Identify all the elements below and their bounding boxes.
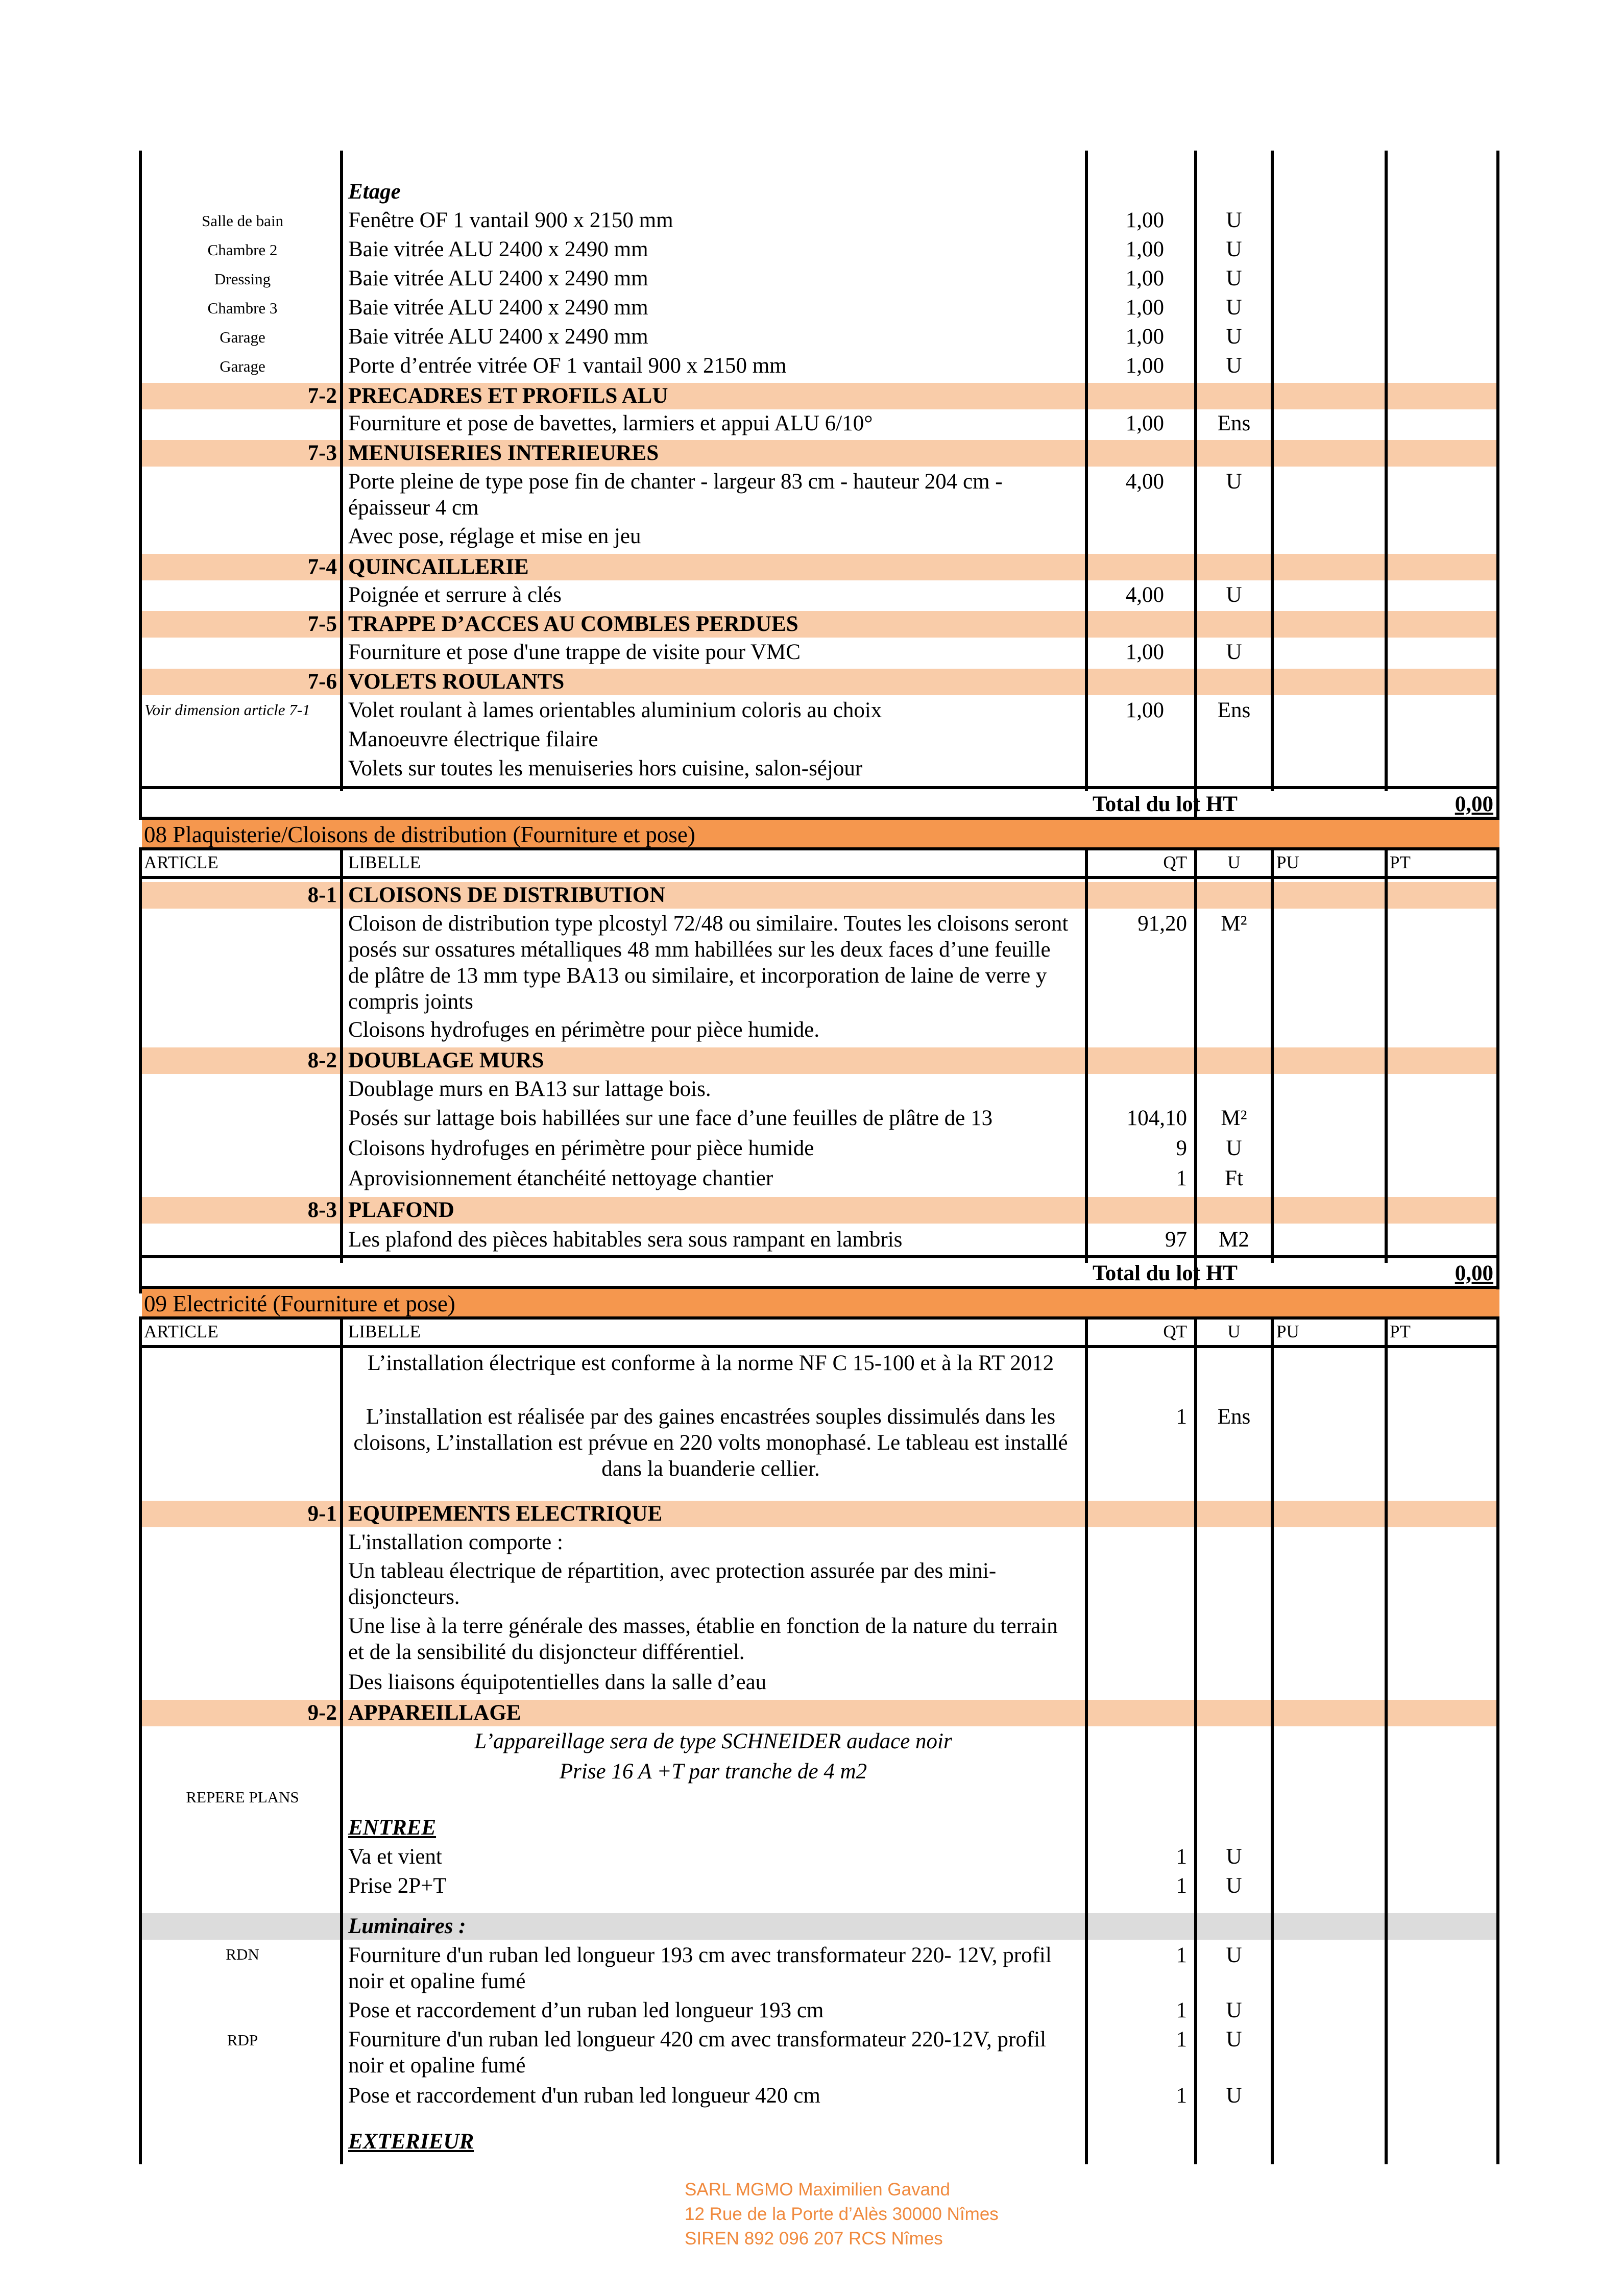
header-qt: QT (1163, 852, 1187, 872)
row-qt: 1,00 (1125, 296, 1164, 320)
row-libelle: Des liaisons équipotentielles dans la salle d’eau (348, 1670, 767, 1694)
row-qt: 97 (1165, 1228, 1187, 1252)
row-unit: U (1226, 583, 1242, 607)
header-unit: U (1227, 852, 1241, 872)
section-number: 7-5 (307, 612, 337, 636)
grid-col-u (1271, 151, 1274, 791)
section-number: 8-2 (307, 1048, 337, 1072)
grid-col-libelle (1085, 151, 1088, 791)
row-libelle: Fourniture d'un ruban led longueur 420 cm avec transformateur 220-12V, profil noir et opaline fumé (348, 2028, 1047, 2078)
section-band-8-3 (142, 1197, 1499, 1224)
section-band-7-6 (142, 669, 1499, 695)
grid-right-border (1496, 151, 1499, 819)
row-unit: U (1226, 296, 1242, 320)
row-libelle: Volet roulant à lames orientables aluminium coloris au choix (348, 698, 882, 722)
header-article: ARTICLE (144, 852, 219, 872)
lot-total-value: 0,00 (1455, 1261, 1493, 1285)
row-unit: U (1226, 1136, 1242, 1160)
row-libelle: Prise 2P+T (348, 1874, 447, 1898)
row-libelle: Fourniture d'un ruban led longueur 193 cm avec transformateur 220- 12V, profil noir et opaline fumé (348, 1943, 1052, 1993)
row-libelle: Baie vitrée ALU 2400 x 2490 mm (348, 237, 648, 261)
row-unit: Ens (1217, 698, 1251, 722)
repere-plans-label: REPERE PLANS (186, 1788, 299, 1806)
grid-col-article (340, 850, 343, 1263)
section-number: 9-1 (307, 1502, 337, 1526)
grid-col-libelle (1085, 1320, 1088, 2164)
section-number: 7-6 (307, 670, 337, 694)
row-libelle: Pose et raccordement d'un ruban led longueur 420 cm (348, 2084, 820, 2108)
grid-left-border (139, 151, 142, 819)
footer-address: 12 Rue de la Porte d’Alès 30000 Nîmes (685, 2204, 999, 2224)
section-title: PRECADRES ET PROFILS ALU (348, 384, 668, 408)
section-band-7-2 (142, 383, 1499, 409)
row-libelle: Un tableau électrique de répartition, avec protection assurée par des mini-disjoncteurs. (348, 1559, 997, 1609)
row-libelle: Fourniture et pose d'une trappe de visite pour VMC (348, 640, 801, 664)
header-pt: PT (1390, 1322, 1411, 1341)
section-title: VOLETS ROULANTS (348, 670, 565, 694)
grid-col-article (340, 151, 343, 791)
row-unit: U (1226, 470, 1242, 494)
row-unit: M² (1221, 1106, 1247, 1130)
row-unit: M² (1221, 912, 1247, 936)
repere-label: RDN (226, 1945, 259, 1963)
row-libelle: Fenêtre OF 1 vantail 900 x 2150 mm (348, 208, 673, 232)
row-qt: 104,10 (1126, 1106, 1187, 1130)
row-libelle: Fourniture et pose de bavettes, larmiers et appui ALU 6/10° (348, 411, 873, 435)
row-qt: 1 (1176, 1943, 1187, 1967)
row-qt: 1,00 (1125, 640, 1164, 664)
grid-left-border (139, 1320, 142, 2164)
row-unit: U (1226, 325, 1242, 349)
row-unit: U (1226, 1845, 1242, 1869)
rule (139, 847, 1499, 850)
section-number: 8-1 (307, 883, 337, 907)
rule (139, 817, 1499, 820)
section-title: CLOISONS DE DISTRIBUTION (348, 883, 666, 907)
row-libelle: Va et vient (348, 1845, 442, 1869)
appareillage-note: Prise 16 A +T par tranche de 4 m2 (559, 1760, 867, 1784)
row-unit: U (1226, 237, 1242, 261)
intro-text: L’installation est réalisée par des gaines encastrées souples dissimulés dans les cloisons, L’installation est prévue en 220 volts monophasé. Le tableau est installé dans la buanderie cellier. (353, 1405, 1068, 1481)
section-number: 9-2 (307, 1701, 337, 1725)
row-unit: U (1226, 2084, 1242, 2108)
rule (139, 1286, 1499, 1289)
appareillage-note: L’appareillage sera de type SCHNEIDER audace noir (474, 1729, 952, 1753)
section-band-7-5 (142, 611, 1499, 638)
grid-col-pu (1385, 850, 1388, 1263)
row-qt: 1,00 (1125, 411, 1164, 435)
row-qt: 1,00 (1125, 266, 1164, 290)
intro-text: L’installation électrique est conforme à la norme NF C 15-100 et à la RT 2012 (367, 1351, 1054, 1375)
luminaires-heading: Luminaires : (348, 1914, 466, 1938)
room-label: Dressing (214, 270, 271, 288)
row-qt: 9 (1176, 1136, 1187, 1160)
section-title: DOUBLAGE MURS (348, 1048, 544, 1072)
grid-col-libelle (1085, 850, 1088, 1263)
row-libelle: Une lise à la terre générale des masses, établie en fonction de la nature du terrain et de la sensibilité du disjoncteur différentiel. (348, 1614, 1058, 1664)
row-qt: 1 (1176, 1845, 1187, 1869)
row-unit: U (1226, 1998, 1242, 2022)
row-libelle: Poignée et serrure à clés (348, 583, 562, 607)
grid-col-pu (1385, 151, 1388, 791)
section-band-7-4 (142, 554, 1499, 580)
row-libelle: Baie vitrée ALU 2400 x 2490 mm (348, 266, 648, 290)
row-libelle: Cloison de distribution type plcostyl 72/48 ou similaire. Toutes les cloisons seront posés sur ossatures métalliques 48 mm habillées sur les deux faces d’une feuille de plâtre de 13 mm type BA13 ou similaire, et incorporation de laine de verre y compris joints (348, 912, 1069, 1014)
row-qt: 1,00 (1125, 354, 1164, 378)
lot-title: 09 Electricité (Fourniture et pose) (144, 1291, 455, 1316)
row-libelle: Cloisons hydrofuges en périmètre pour pièce humide. (348, 1018, 820, 1042)
row-libelle: Avec pose, réglage et mise en jeu (348, 524, 641, 548)
row-qt: 1 (1176, 1998, 1187, 2022)
section-band-7-3 (142, 440, 1499, 467)
section-title: QUINCAILLERIE (348, 555, 529, 579)
room-label: Chambre 3 (207, 299, 278, 317)
row-libelle: Cloisons hydrofuges en périmètre pour pièce humide (348, 1136, 814, 1160)
section-title: MENUISERIES INTERIEURES (348, 441, 659, 465)
row-unit: M2 (1219, 1228, 1249, 1252)
row-unit: U (1226, 2028, 1242, 2051)
row-unit: Ens (1217, 1405, 1251, 1429)
section-band-8-1 (142, 882, 1499, 909)
row-libelle: Manoeuvre électrique filaire (348, 727, 598, 751)
grid-col-pu (1385, 1320, 1388, 2164)
header-pu: PU (1276, 1322, 1299, 1341)
row-qt: 1 (1176, 1874, 1187, 1898)
row-qt: 1,00 (1125, 325, 1164, 349)
room-label: Garage (220, 357, 265, 375)
row-libelle: Porte d’entrée vitrée OF 1 vantail 900 x 2150 mm (348, 354, 787, 378)
row-qt: 1 (1176, 2028, 1187, 2051)
section-number: 7-4 (307, 555, 337, 579)
lot-total-label: Total du lot HT (1093, 1261, 1238, 1285)
rule (139, 786, 1499, 789)
grid-right-border (1496, 850, 1499, 1289)
row-unit: U (1226, 640, 1242, 664)
row-unit: Ft (1225, 1166, 1243, 1190)
row-libelle: Volets sur toutes les menuiseries hors cuisine, salon-séjour (348, 756, 863, 780)
exterieur-heading: EXTERIEUR (348, 2130, 474, 2154)
rule (139, 1255, 1499, 1258)
section-number: 7-3 (307, 441, 337, 465)
section-title: PLAFOND (348, 1198, 454, 1222)
row-unit: U (1226, 208, 1242, 232)
section-title: EQUIPEMENTS ELECTRIQUE (348, 1502, 663, 1526)
section-band-9-1 (142, 1501, 1499, 1527)
repere-label: RDP (227, 2031, 258, 2049)
lot-total-value: 0,00 (1455, 792, 1493, 816)
row-libelle: Doublage murs en BA13 sur lattage bois. (348, 1077, 711, 1101)
lot-title: 08 Plaquisterie/Cloisons de distribution (Fourniture et pose) (144, 822, 695, 847)
lot-total-label: Total du lot HT (1093, 792, 1238, 816)
section-title: TRAPPE D’ACCES AU COMBLES PERDUES (348, 612, 798, 636)
row-qt: 91,20 (1137, 912, 1187, 936)
article-note: Voir dimension article 7-1 (144, 701, 310, 719)
row-qt: 1 (1176, 1405, 1187, 1429)
row-libelle: Les plafond des pièces habitables sera sous rampant en lambris (348, 1228, 903, 1252)
row-libelle: Aprovisionnement étanchéité nettoyage chantier (348, 1166, 773, 1190)
row-unit: U (1226, 1874, 1242, 1898)
row-unit: U (1226, 1943, 1242, 1967)
section-number: 8-3 (307, 1198, 337, 1222)
room-label: Chambre 2 (207, 241, 278, 259)
row-libelle: Porte pleine de type pose fin de chanter - largeur 83 cm - hauteur 204 cm - épaisseur 4 cm (348, 470, 1003, 520)
row-qt: 1 (1176, 1166, 1187, 1190)
rule (139, 1345, 1499, 1348)
section-title: APPAREILLAGE (348, 1701, 521, 1725)
rule (139, 876, 1499, 879)
row-qt: 1,00 (1125, 208, 1164, 232)
header-qt: QT (1163, 1322, 1187, 1341)
row-unit: U (1226, 266, 1242, 290)
header-unit: U (1227, 1322, 1241, 1341)
section-band-8-2 (142, 1047, 1499, 1074)
header-article: ARTICLE (144, 1322, 219, 1341)
rule (139, 1316, 1499, 1320)
row-unit: Ens (1217, 411, 1251, 435)
row-qt: 1,00 (1125, 237, 1164, 261)
etage-heading: Etage (348, 180, 401, 204)
grid-col-u (1271, 850, 1274, 1263)
grid-col-u (1271, 1320, 1274, 2164)
row-qt: 1,00 (1125, 698, 1164, 722)
header-libelle: LIBELLE (348, 1322, 421, 1341)
footer-company: SARL MGMO Maximilien Gavand (685, 2180, 950, 2200)
row-libelle: Posés sur lattage bois habillées sur une face d’une feuilles de plâtre de 13 (348, 1106, 993, 1130)
footer-siren: SIREN 892 096 207 RCS Nîmes (685, 2229, 943, 2249)
row-unit: U (1226, 354, 1242, 378)
grid-left-border (139, 850, 142, 1293)
entree-heading: ENTREE (348, 1816, 437, 1840)
header-pu: PU (1276, 852, 1299, 872)
row-libelle: Baie vitrée ALU 2400 x 2490 mm (348, 325, 648, 349)
row-libelle: Pose et raccordement d’un ruban led longueur 193 cm (348, 1998, 824, 2022)
grid-col-article (340, 1320, 343, 2164)
row-qt: 1 (1176, 2084, 1187, 2108)
row-qt: 4,00 (1125, 470, 1164, 494)
luminaires-band (142, 1913, 1499, 1940)
room-label: Garage (220, 328, 265, 346)
header-libelle: LIBELLE (348, 852, 421, 872)
row-libelle: L'installation comporte : (348, 1530, 563, 1554)
section-number: 7-2 (307, 384, 337, 408)
section-band-9-2 (142, 1700, 1499, 1726)
room-label: Salle de bain (201, 212, 284, 230)
grid-right-border (1496, 1320, 1499, 2164)
header-pt: PT (1390, 852, 1411, 872)
row-libelle: Baie vitrée ALU 2400 x 2490 mm (348, 296, 648, 320)
row-qt: 4,00 (1125, 583, 1164, 607)
